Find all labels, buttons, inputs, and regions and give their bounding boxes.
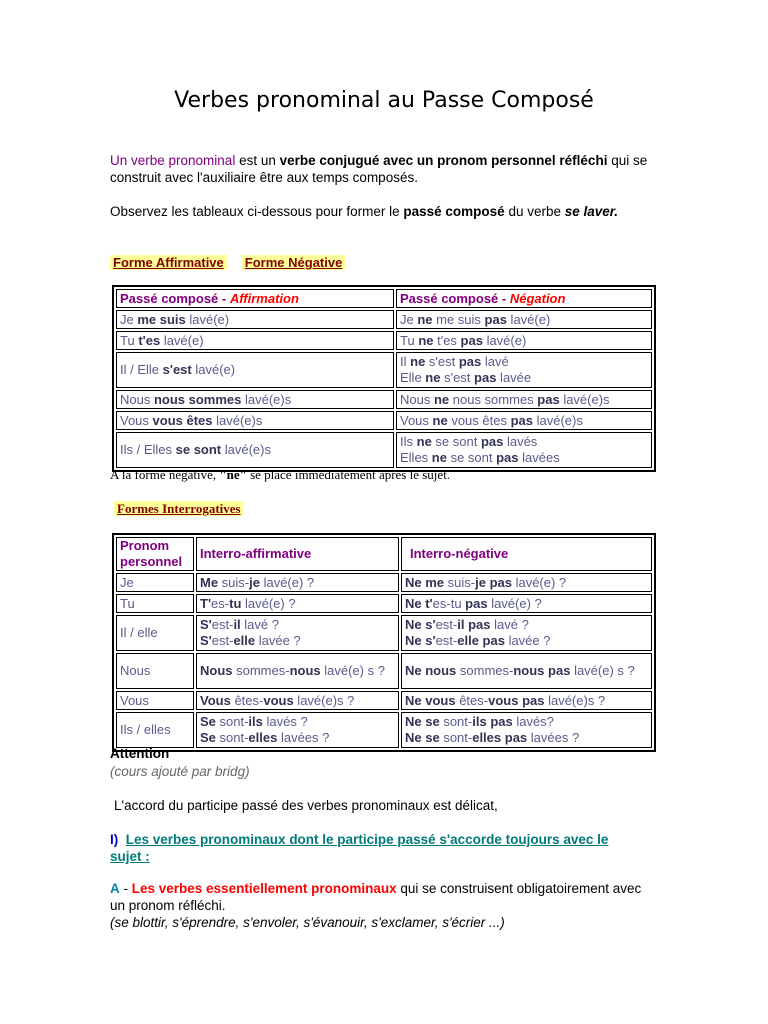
inverted-subject: nous xyxy=(289,663,321,678)
verb-part: sont- xyxy=(439,714,473,729)
participle: lavés xyxy=(503,434,538,449)
verb-part: sommes- xyxy=(456,663,514,678)
attention-credit: (cours ajouté par bridg) xyxy=(110,764,250,779)
note-text-end: se place immédiatement après le sujet. xyxy=(246,467,451,482)
verb-part: lavé(e) ? xyxy=(511,574,567,590)
cell-pronom: Nous xyxy=(116,653,194,689)
verb-part: est- xyxy=(435,633,458,648)
verb-part: suis- xyxy=(444,574,476,590)
pronoun-aux: me suis xyxy=(432,311,485,327)
participle: lavé(e) xyxy=(185,311,230,327)
inverted-subject: il xyxy=(233,617,241,632)
verb-part: lavé(e)s ? xyxy=(293,692,355,708)
verb-part: lavés ? xyxy=(262,714,308,729)
section-1-heading xyxy=(110,831,640,865)
interrogative-table xyxy=(112,533,656,752)
pronoun: Nous xyxy=(200,663,233,678)
verb-part: lavé(e) ? xyxy=(259,574,315,590)
tab-forme-affirmative[interactable]: Forme Affirmative xyxy=(110,255,227,270)
neg-pas: pas xyxy=(465,595,488,611)
page-title: Verbes pronominal au Passe Composé xyxy=(174,88,594,113)
subject: Ils xyxy=(400,434,417,449)
pronoun-aux: nous sommes xyxy=(153,391,242,407)
participle: lavé(e) xyxy=(160,332,204,348)
section-a-examples: (se blottir, s'éprendre, s'envoler, s'évanouir, s'exclamer, s'écrier ...) xyxy=(110,915,505,930)
table-row xyxy=(116,594,652,613)
neg-ne: ne xyxy=(418,332,434,348)
intro-paragraph-2 xyxy=(110,203,650,220)
participle: lavé(e)s xyxy=(559,391,610,407)
header-label: Passé composé - xyxy=(120,290,230,306)
verb-part: es-tu xyxy=(432,595,466,611)
verb-part: lavés? xyxy=(512,714,554,729)
negative-note xyxy=(110,466,650,483)
pronoun: Me xyxy=(200,574,219,590)
cell-pronom: Tu xyxy=(116,594,194,613)
pronoun: Se xyxy=(200,714,216,729)
subject: Il / Elle xyxy=(120,362,163,377)
verb-part: êtes- xyxy=(455,692,489,708)
section-a-text: qui se construisent obligatoirement avec un pronom réfléchi. xyxy=(110,881,642,913)
pronoun-aux: me suis xyxy=(137,311,186,327)
pronoun: Se xyxy=(200,730,216,745)
inverted-subject: je xyxy=(249,574,260,590)
verb-part: êtes- xyxy=(230,692,264,708)
pronoun-aux: t'es xyxy=(433,332,461,348)
section-1-number: I) xyxy=(110,832,119,847)
verb-part: lavé ? xyxy=(490,617,529,632)
verb-part: est- xyxy=(435,617,458,632)
header-interro-affirmative: Interro-affirmative xyxy=(196,537,399,571)
intro2-text-mid: du verbe xyxy=(504,204,565,219)
subject: Nous xyxy=(120,391,154,407)
table-header-row xyxy=(116,537,652,571)
participle: lavée xyxy=(496,370,532,385)
neg-pas: pas xyxy=(484,311,507,327)
table-row xyxy=(116,712,652,748)
cell-affirmation xyxy=(116,331,394,350)
cell-pronom: Il / elle xyxy=(116,615,194,651)
cell-interro-negative xyxy=(401,594,652,613)
neg-pas: pas xyxy=(522,692,545,708)
participle: lavé(e)s xyxy=(532,412,583,428)
verb-part: lavé(e) s ? xyxy=(570,663,635,678)
cell-affirmation xyxy=(116,390,394,409)
neg-pas: pas xyxy=(537,391,560,407)
verb-part: lavé(e) ? xyxy=(487,595,542,611)
intro-text: est un xyxy=(235,153,280,168)
neg-pas: pas xyxy=(482,633,505,648)
pronoun-aux: vous êtes xyxy=(447,412,511,428)
cell-negation xyxy=(396,310,652,329)
table-row xyxy=(116,390,652,409)
neg-pas: pas xyxy=(504,730,528,745)
subject: Elles xyxy=(400,450,432,465)
pronoun: T' xyxy=(200,595,212,611)
header-negation-word: Négation xyxy=(509,290,566,306)
inverted-subject: elle xyxy=(233,633,256,648)
intro-paragraph-1 xyxy=(110,152,650,186)
neg-pas: pas xyxy=(496,450,519,465)
cell-interro-affirmative xyxy=(196,653,399,689)
section-1-link[interactable]: Les verbes pronominaux dont le participe passé s'accorde toujours avec le sujet : xyxy=(110,832,609,864)
neg-pronoun: Ne me xyxy=(405,574,445,590)
note-ne: "ne" xyxy=(219,467,247,482)
cell-interro-negative xyxy=(401,712,652,748)
neg-pronoun: Ne t' xyxy=(405,595,433,611)
participle: lavé xyxy=(481,354,509,369)
neg-pas: pas xyxy=(458,354,482,369)
neg-ne: ne xyxy=(431,450,447,465)
subject: Vous xyxy=(400,412,433,428)
section-a-heading: Les verbes essentiellement pronominaux xyxy=(131,881,397,896)
pronoun-aux: s'est xyxy=(440,370,475,385)
neg-pas: pas xyxy=(474,370,497,385)
cell-negation xyxy=(396,331,652,350)
section-a-letter: A xyxy=(110,881,120,896)
header-affirmation xyxy=(116,289,394,308)
cell-interro-affirmative xyxy=(196,615,399,651)
subject: Je xyxy=(400,311,418,327)
participle: lavé(e) xyxy=(191,362,236,377)
verb-part: sommes- xyxy=(232,663,290,678)
pronoun-aux: t'es xyxy=(138,332,161,348)
inverted-subject: je xyxy=(475,574,486,590)
neg-ne: ne xyxy=(425,370,441,385)
header-affirmation-word: Affirmation xyxy=(229,290,299,306)
neg-ne: ne xyxy=(417,311,433,327)
subject: Je xyxy=(120,311,138,327)
subject: Vous xyxy=(120,412,153,428)
pronoun-aux: se sont xyxy=(431,434,481,449)
pronoun: S' xyxy=(200,633,212,648)
neg-pas: pas xyxy=(460,332,483,348)
verb-part: est- xyxy=(211,633,234,648)
conjugation-table xyxy=(112,285,656,472)
neg-ne: ne xyxy=(410,354,426,369)
table-row xyxy=(116,352,652,388)
pronoun-aux: se sont xyxy=(175,442,222,457)
participle: lavé(e) xyxy=(506,311,551,327)
inverted-subject: elles xyxy=(472,730,502,745)
table-row xyxy=(116,411,652,430)
neg-ne: ne xyxy=(416,434,432,449)
verb-part: sont- xyxy=(439,730,473,745)
verb-part: lavées ? xyxy=(277,730,330,745)
cell-negation xyxy=(396,432,652,468)
cell-interro-affirmative xyxy=(196,573,399,592)
participle: lavé(e)s xyxy=(221,442,271,457)
table-row xyxy=(116,310,652,329)
cell-pronom: Ils / elles xyxy=(116,712,194,748)
inverted-subject: ils xyxy=(472,714,487,729)
inverted-subject: il xyxy=(457,617,465,632)
table-row xyxy=(116,573,652,592)
subject: Tu xyxy=(120,332,139,348)
intro2-bold: passé composé xyxy=(403,204,505,219)
neg-ne: ne xyxy=(433,391,450,407)
interrogative-heading xyxy=(114,500,654,517)
neg-pronoun: Ne se xyxy=(405,730,440,745)
cell-interro-affirmative xyxy=(196,691,399,710)
verb-part: lavées ? xyxy=(527,730,580,745)
note-text: A la forme négative, xyxy=(110,467,220,482)
inverted-subject: tu xyxy=(229,595,242,611)
cell-interro-negative xyxy=(401,653,652,689)
form-tabs xyxy=(110,254,650,271)
pronoun-aux: s'est xyxy=(162,362,192,377)
inverted-subject: elles xyxy=(248,730,278,745)
cell-interro-negative xyxy=(401,615,652,651)
cell-interro-affirmative xyxy=(196,712,399,748)
pronoun: S' xyxy=(200,617,212,632)
cell-interro-affirmative xyxy=(196,594,399,613)
participle: lavées xyxy=(518,450,560,465)
participle: lavé(e)s xyxy=(212,412,263,428)
inverted-subject: elle xyxy=(457,633,479,648)
intro2-text: Observez les tableaux ci-dessous pour former le xyxy=(110,204,404,219)
intro2-verb: se laver. xyxy=(564,204,619,219)
verb-part: lavée ? xyxy=(504,633,551,648)
neg-pas: pas xyxy=(480,434,504,449)
table-row xyxy=(116,432,652,468)
subject: Elle xyxy=(400,370,426,385)
neg-pronoun: Ne nous xyxy=(405,663,457,678)
cell-interro-negative xyxy=(401,691,652,710)
tab-formes-interrogatives[interactable]: Formes Interrogatives xyxy=(114,501,244,516)
cell-negation xyxy=(396,390,652,409)
header-negation xyxy=(396,289,652,308)
tab-forme-negative[interactable]: Forme Négative xyxy=(242,255,346,270)
header-interro-negative: Interro-négative xyxy=(401,537,652,571)
inverted-subject: ils xyxy=(248,714,263,729)
neg-pas: pas xyxy=(490,714,513,729)
subject: Nous xyxy=(400,391,434,407)
intro-bold-definition: verbe conjugué avec un pronom personnel réfléchi xyxy=(279,153,608,168)
inverted-subject: vous xyxy=(263,692,294,708)
pronoun-aux: vous êtes xyxy=(152,412,213,428)
verb-part: lavé(e) ? xyxy=(241,595,296,611)
inverted-subject: nous xyxy=(513,663,545,678)
subject: Tu xyxy=(400,332,419,348)
pronoun-aux: se sont xyxy=(446,450,497,465)
pronoun-aux: nous sommes xyxy=(449,391,538,407)
table-header-row xyxy=(116,289,652,308)
pronoun-aux: s'est xyxy=(425,354,459,369)
participle: lavé(e)s xyxy=(241,391,292,407)
header-pronom: Pronom personnel xyxy=(116,537,194,571)
participle: lavé(e) xyxy=(482,332,527,348)
section-a-dash: - xyxy=(119,881,132,896)
header-label: Passé composé - xyxy=(400,290,510,306)
section-a xyxy=(110,880,650,931)
verb-part: suis- xyxy=(218,574,250,590)
neg-ne: ne xyxy=(432,412,448,428)
neg-pronoun: Ne vous xyxy=(405,692,456,708)
cell-affirmation xyxy=(116,411,394,430)
term-verbe-pronominal: Un verbe pronominal xyxy=(110,153,236,168)
table-row xyxy=(116,615,652,651)
inverted-subject: vous xyxy=(488,692,519,708)
subject: Ils / Elles xyxy=(120,442,176,457)
neg-pas: pas xyxy=(548,663,571,678)
neg-pas: pas xyxy=(510,412,533,428)
cell-affirmation xyxy=(116,352,394,388)
table-row xyxy=(116,331,652,350)
cell-negation xyxy=(396,352,652,388)
neg-pronoun: Ne s' xyxy=(405,617,436,632)
cell-negation xyxy=(396,411,652,430)
accord-paragraph: L'accord du participe passé des verbes pronominaux est délicat, xyxy=(114,798,498,813)
attention-heading: Attention xyxy=(110,746,170,761)
cell-interro-negative xyxy=(401,573,652,592)
verb-part: est- xyxy=(211,617,234,632)
neg-pronoun: Ne s' xyxy=(405,633,436,648)
cell-affirmation xyxy=(116,432,394,468)
verb-part: lavé(e) s ? xyxy=(320,663,385,678)
cell-pronom: Je xyxy=(116,573,194,592)
verb-part: lavée ? xyxy=(255,633,301,648)
table-row xyxy=(116,653,652,689)
table-row xyxy=(116,691,652,710)
neg-pas: pas xyxy=(468,617,491,632)
pronoun: Vous xyxy=(200,692,231,708)
cell-affirmation xyxy=(116,310,394,329)
intro-text-end: qui se construit avec l'auxiliaire être aux temps composés. xyxy=(110,153,648,185)
neg-pas: pas xyxy=(489,574,512,590)
neg-pronoun: Ne se xyxy=(405,714,440,729)
verb-part: es- xyxy=(211,595,230,611)
verb-part: lavé(e)s ? xyxy=(544,692,606,708)
cell-pronom: Vous xyxy=(116,691,194,710)
verb-part: sont- xyxy=(215,714,249,729)
verb-part: lavé ? xyxy=(240,617,279,632)
verb-part: sont- xyxy=(215,730,249,745)
subject: Il xyxy=(400,354,411,369)
